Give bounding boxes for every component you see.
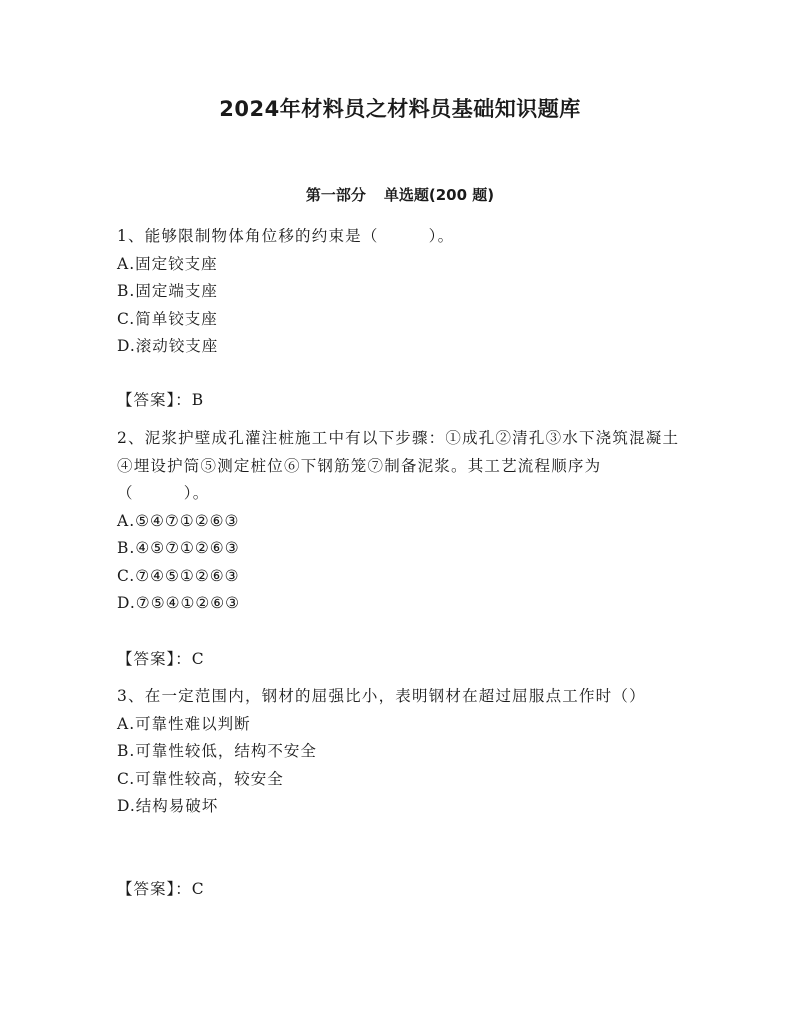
answer-2 <box>117 647 205 671</box>
question-stem: 1、能够限制物体角位移的约束是（ ）。 <box>117 227 455 245</box>
section-part: 第一部分 <box>305 186 366 204</box>
answer-label: 【答案】： <box>117 880 192 898</box>
option-c: C.可靠性较高，较安全 <box>117 769 284 788</box>
answer-1 <box>117 388 204 412</box>
answer-label: 【答案】： <box>117 650 192 668</box>
option-d: D.滚动铰支座 <box>117 337 219 355</box>
option-d: D.⑦⑤④①②⑥③ <box>117 594 241 612</box>
answer-value: C <box>191 880 205 898</box>
page-title: 2024年材料员之材料员基础知识题库 <box>219 97 581 121</box>
section-name: 单选题(200 题) <box>383 186 495 204</box>
answer-value: B <box>191 391 205 409</box>
question-3 <box>117 683 687 821</box>
section-heading <box>0 183 800 207</box>
answer-value: C <box>191 650 205 668</box>
option-c: C.⑦④⑤①②⑥③ <box>117 566 240 585</box>
option-a: A.⑤④⑦①②⑥③ <box>117 511 240 530</box>
option-b: B.可靠性较低，结构不安全 <box>117 742 317 760</box>
question-stem: 2、泥浆护壁成孔灌注桩施工中有以下步骤：①成孔②清孔③水下浇筑混凝土④埋设护筒⑤测定桩位⑥下钢筋笼⑦制备泥浆。其工艺流程顺序为（ ）。 <box>117 429 680 502</box>
option-c: C.简单铰支座 <box>117 309 218 328</box>
question-2 <box>117 425 687 618</box>
question-1 <box>117 223 687 361</box>
option-b: B.④⑤⑦①②⑥③ <box>117 539 240 557</box>
option-a: A.可靠性难以判断 <box>117 714 251 733</box>
question-stem: 3、在一定范围内，钢材的屈强比小，表明钢材在超过屈服点工作时（） <box>117 687 646 705</box>
answer-label: 【答案】： <box>117 391 192 409</box>
option-a: A.固定铰支座 <box>117 254 218 273</box>
answer-3 <box>117 877 205 901</box>
option-d: D.结构易破坏 <box>117 797 219 815</box>
option-b: B.固定端支座 <box>117 282 218 300</box>
